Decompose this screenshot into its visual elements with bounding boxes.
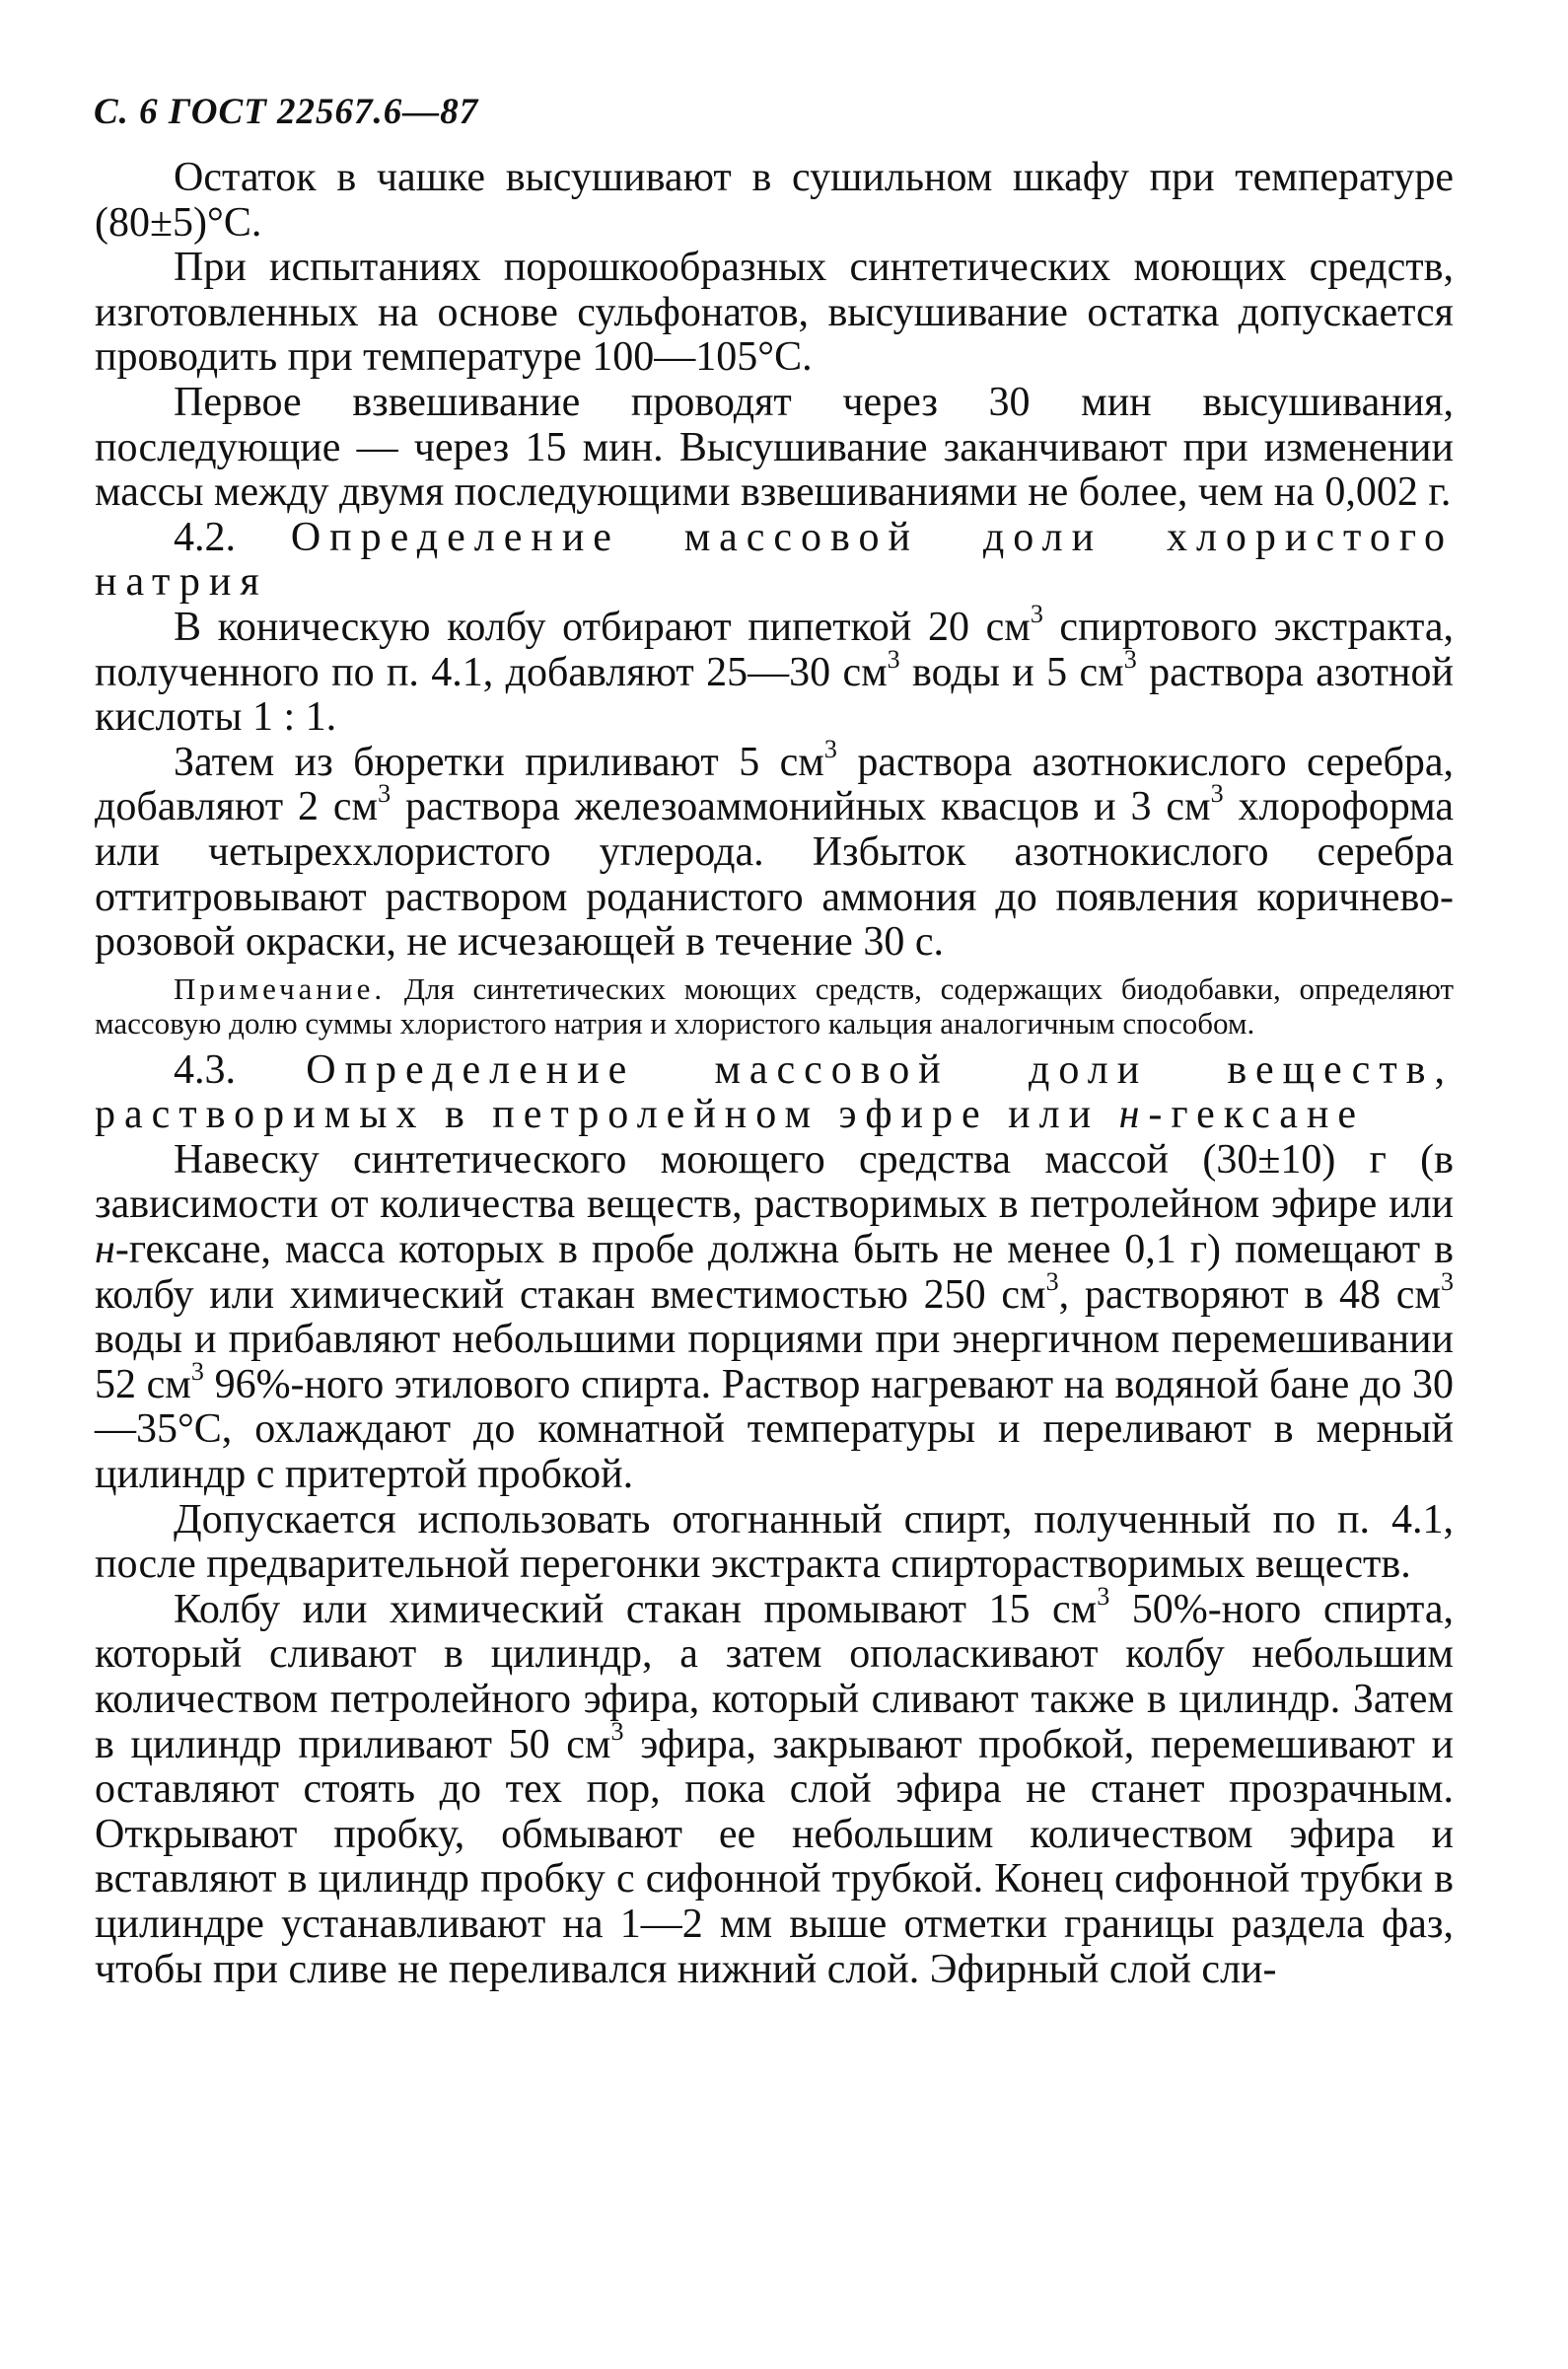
section-number: 4.3. bbox=[174, 1046, 236, 1093]
note-text: Для синтетических моющих средств, содержащих биодобавки, определяют массовую долю суммы хлористого натрия и хлористого кальция аналогичным способом. bbox=[95, 970, 1454, 1041]
paragraph-titration: Затем из бюретки приливают 5 $см^3$ раствора азотнокислого серебра, добавляют 2 $см^3$ раствора железоаммонийных квасцов и 3 $см^3$ хлороформа или четыреххлористого углерода. Избыток азотнокислого серебра оттитровывают раствором роданистого аммония до появления коричнево-розовой окраски, не исчезающей в течение 30 с. bbox=[95, 734, 1454, 966]
note-label: Примечание. bbox=[174, 970, 387, 1006]
paragraph-drying: Остаток в чашке высушивают в сушильном шкафу при температуре (80±5)°С. bbox=[95, 155, 1454, 246]
paragraph-flask: В коническую колбу отбирают пипеткой 20 $см^3$ спиртового экстракта, полученного по п. 4.1, добавляют 25—30 $см^3$ воды и 5 $см^3$ раствора азотной кислоты 1 : 1. bbox=[95, 599, 1454, 741]
page-header: С. 6 ГОСТ 22567.6—87 bbox=[94, 92, 479, 132]
paragraph-distilled-spirit: Допускается использовать отогнанный спирт, полученный по п. 4.1, после предварительной перегонки экстракта спирторастворимых веществ. bbox=[95, 1496, 1454, 1588]
document-body bbox=[95, 156, 1454, 1992]
section-4-3-heading bbox=[95, 1048, 1454, 1138]
section-number: 4.2. bbox=[174, 514, 236, 560]
paragraph-sulfonates: При испытаниях порошкообразных синтетических моющих средств, изготовленных на основе сульфонатов, высушивание остатка допускается проводить при температуре 100—105°С. bbox=[95, 245, 1454, 381]
section-4-2-heading bbox=[95, 516, 1454, 606]
paragraph-sample: Навеску синтетического моющего средства массой (30±10) г (в зависимости от количества веществ, растворимых в петролейном эфире или н-гексане, масса которых в пробе должна быть не менее 0,1 г) помещают в колбу или химический стакан вместимостью 250 $см^3$, растворяют в 48 $см^3$ воды и прибавляют небольшими порциями при энергичном перемешивании 52 $см^3$ 96%-ного этилового спирта. Раствор нагревают на водяной бане до 30—35°С, охлаждают до комнатной температуры и переливают в мерный цилиндр с притертой пробкой. bbox=[95, 1136, 1454, 1498]
paragraph-rinse: Колбу или химический стакан промывают 15 $см^3$ 50%-ного спирта, который сливают в цилиндр, а затем ополаскивают колбу небольшим количеством петролейного эфира, который сливают также в цилиндр. Затем в цилиндр приливают 50 $см^3$ эфира, закрывают пробкой, перемешивают и оставляют стоять до тех пор, пока слой эфира не станет прозрачным. Открывают пробку, обмывают ее небольшим количеством эфира и вставляют в цилиндр пробку с сифонной трубкой. Конец сифонной трубки в цилиндре устанавливают на 1—2 мм выше отметки границы раздела фаз, чтобы при сливе не переливался нижний слой. Эфирный слой сли- bbox=[95, 1581, 1454, 1992]
section-title: Определение массовой доли веществ, растворимых в петролейном эфире или н-гексане bbox=[95, 1046, 1455, 1138]
section-title: Определение массовой доли хлористого натрия bbox=[95, 514, 1454, 606]
paragraph-weighing: Первое взвешивание проводят через 30 мин высушивания, последующие — через 15 мин. Высушивание заканчивают при изменении массы между двумя последующими взвешиваниями не более, чем на 0,002 г. bbox=[95, 379, 1454, 516]
note-paragraph bbox=[95, 971, 1454, 1041]
